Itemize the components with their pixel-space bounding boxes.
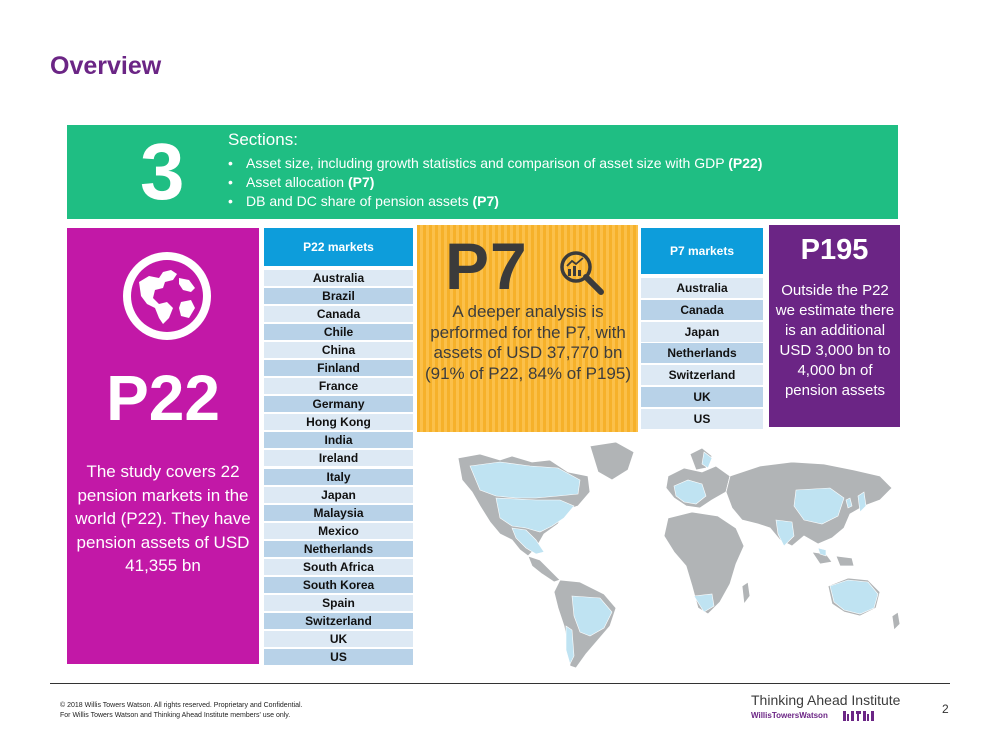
p7-markets-list xyxy=(641,278,763,431)
market-list-item: Spain xyxy=(264,595,413,611)
sections-item-tag: (P7) xyxy=(472,193,499,209)
p22-description: The study covers 22 pension markets in the world (P22). They have pension assets of USD 41,355 bn xyxy=(75,462,251,575)
market-list-item: South Africa xyxy=(264,559,413,575)
p195-description: Outside the P22 we estimate there is an additional USD 3,000 bn to 4,000 bn of pension assets xyxy=(775,282,895,399)
market-list-item: US xyxy=(264,649,413,665)
sections-item-text: Asset allocation xyxy=(246,174,348,190)
p22-label: P22 xyxy=(106,362,220,434)
market-list-item: US xyxy=(641,409,763,429)
copyright-line: For Willis Towers Watson and Thinking Ahead Institute members' use only. xyxy=(60,712,291,719)
globe-icon xyxy=(119,248,215,344)
market-list-item: China xyxy=(264,342,413,358)
p195-label: P195 xyxy=(800,234,869,266)
sections-count: 3 xyxy=(140,127,185,216)
page-number: 2 xyxy=(942,702,949,716)
market-list-item: UK xyxy=(264,631,413,647)
p7-markets-header: P7 markets xyxy=(641,228,763,274)
sections-item-text: DB and DC share of pension assets xyxy=(246,193,473,209)
sections-item xyxy=(228,192,762,211)
market-list-item: Netherlands xyxy=(641,343,763,363)
copyright-notice xyxy=(60,701,302,721)
market-list-item: Switzerland xyxy=(641,365,763,385)
market-list-item: Netherlands xyxy=(264,541,413,557)
market-list-item: Germany xyxy=(264,396,413,412)
market-list-item: South Korea xyxy=(264,577,413,593)
market-list-item: Canada xyxy=(264,306,413,322)
market-list-item: Australia xyxy=(264,270,413,286)
company-name: WillisTowersWatson xyxy=(751,711,828,720)
market-list-item: Finland xyxy=(264,360,413,376)
sections-list xyxy=(228,154,762,211)
sections-heading: Sections: xyxy=(228,130,298,149)
market-list-item: Hong Kong xyxy=(264,414,413,430)
copyright-line: © 2018 Willis Towers Watson. All rights reserved. Proprietary and Confidential. xyxy=(60,702,303,709)
sections-item xyxy=(228,173,762,192)
page-title: Overview xyxy=(50,52,162,80)
market-list-item: Ireland xyxy=(264,450,413,466)
sections-item-tag: (P22) xyxy=(728,155,763,171)
p7-description: A deeper analysis is performed for the P7, with assets of USD 37,770 bn (91% of P22, 84% of P195) xyxy=(424,302,632,383)
market-list-item: Japan xyxy=(641,322,763,342)
market-list-item: France xyxy=(264,378,413,394)
p7-label: P7 xyxy=(445,229,528,303)
market-list-item: Australia xyxy=(641,278,763,298)
market-list-item: Brazil xyxy=(264,288,413,304)
market-list-item: Italy xyxy=(264,469,413,485)
bullet-icon: • xyxy=(228,174,233,190)
market-list-item: Canada xyxy=(641,300,763,320)
analysis-magnifier-icon xyxy=(556,247,606,297)
p22-markets-header: P22 markets xyxy=(264,228,413,266)
market-list-item: India xyxy=(264,432,413,448)
bullet-icon: • xyxy=(228,155,233,171)
market-list-item: Malaysia xyxy=(264,505,413,521)
wtw-logo-icon xyxy=(843,711,877,721)
p22-markets-list xyxy=(264,270,413,667)
world-map xyxy=(440,436,910,676)
sections-item-text: Asset size, including growth statistics and comparison of asset size with GDP xyxy=(246,155,729,171)
market-list-item: Chile xyxy=(264,324,413,340)
market-list-item: Mexico xyxy=(264,523,413,539)
bullet-icon: • xyxy=(228,193,233,209)
sections-item xyxy=(228,154,762,173)
footer-divider xyxy=(50,683,950,684)
market-list-item: Japan xyxy=(264,487,413,503)
sections-item-tag: (P7) xyxy=(347,174,375,190)
institute-name: Thinking Ahead Institute xyxy=(751,692,901,708)
market-list-item: Switzerland xyxy=(264,613,413,629)
market-list-item: UK xyxy=(641,387,763,407)
